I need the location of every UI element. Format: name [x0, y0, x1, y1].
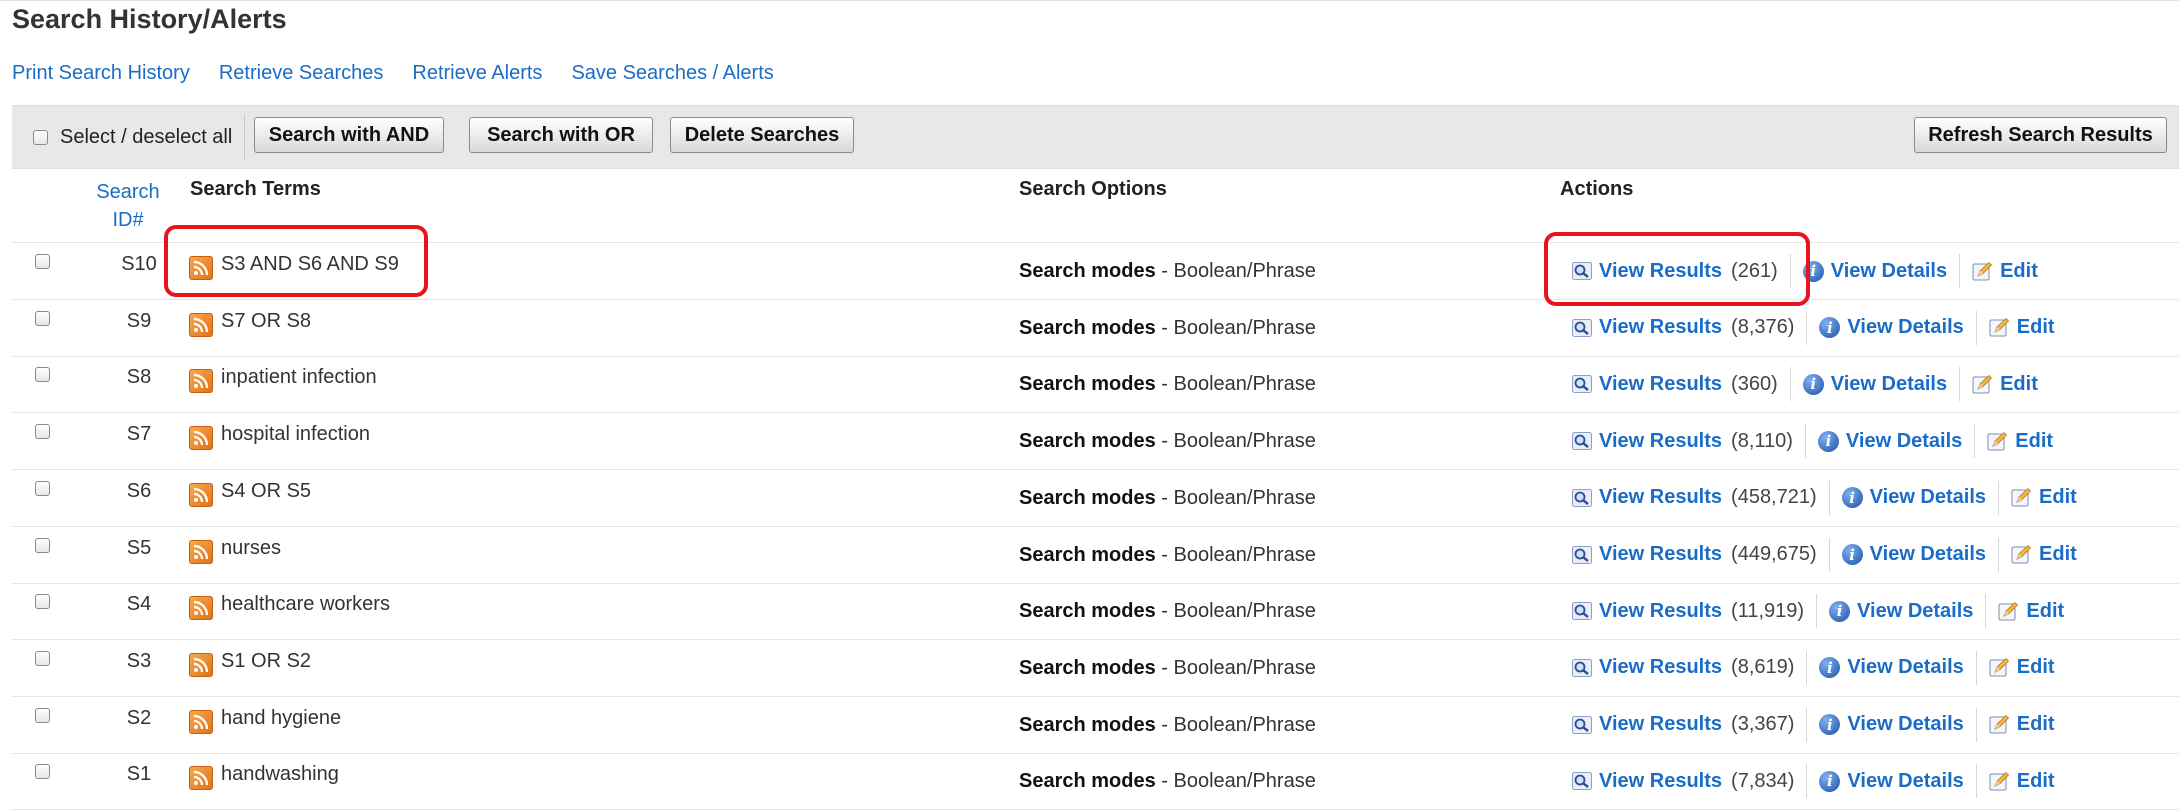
history-links	[12, 62, 774, 85]
action-divider	[1790, 367, 1791, 401]
search-options	[1019, 544, 1316, 567]
view-details-link[interactable]	[1819, 316, 1963, 339]
view-details-label: View Details	[1830, 259, 1948, 282]
search-modes-value: - Boolean/Phrase	[1161, 373, 1316, 396]
column-header-search-terms: Search Terms	[190, 178, 321, 200]
view-results-link[interactable]	[1572, 316, 1722, 339]
info-icon: i	[1829, 601, 1850, 622]
action-divider	[1806, 708, 1807, 742]
action-divider	[1806, 764, 1807, 798]
search-id: S2	[126, 706, 152, 729]
table-row-s5	[12, 527, 2179, 584]
rss-icon[interactable]	[189, 710, 213, 734]
result-count: (8,376)	[1731, 316, 1795, 339]
rss-icon[interactable]	[189, 313, 213, 337]
row-actions	[1572, 593, 2064, 629]
search-id: S9	[126, 309, 152, 332]
row-actions	[1572, 650, 2055, 686]
select-all-checkbox[interactable]	[33, 130, 48, 145]
edit-label: Edit	[2016, 713, 2055, 736]
edit-icon	[2011, 487, 2032, 508]
edit-link[interactable]	[2011, 543, 2077, 566]
info-icon: i	[1842, 544, 1863, 565]
edit-link[interactable]	[1989, 713, 2055, 736]
view-details-label: View Details	[1847, 769, 1964, 792]
row-checkbox[interactable]	[35, 651, 50, 666]
search-modes-label: Search modes	[1019, 316, 1156, 339]
retrieve-alerts-link[interactable]: Retrieve Alerts	[412, 62, 543, 84]
edit-icon	[1998, 601, 2019, 622]
row-checkbox[interactable]	[35, 311, 50, 326]
toolbar-divider	[244, 114, 245, 160]
magnifier-icon	[1572, 716, 1592, 734]
edit-icon	[1972, 374, 1993, 395]
search-modes-value: - Boolean/Phrase	[1161, 260, 1316, 282]
search-modes-label: Search modes	[1019, 656, 1156, 679]
info-icon: i	[1803, 261, 1824, 282]
search-modes-value: - Boolean/Phrase	[1161, 656, 1316, 679]
magnifier-icon	[1572, 489, 1592, 507]
edit-label: Edit	[2016, 769, 2055, 792]
select-all-control[interactable]	[33, 106, 232, 168]
search-modes-label: Search modes	[1019, 713, 1156, 736]
edit-link[interactable]	[1987, 430, 2053, 453]
table-row-s1	[12, 753, 2179, 810]
rss-icon[interactable]	[189, 369, 213, 393]
edit-link[interactable]	[1972, 373, 2038, 396]
result-count: (261)	[1731, 259, 1778, 282]
search-options	[1019, 600, 1316, 623]
magnifier-icon	[1572, 546, 1592, 564]
info-icon: i	[1819, 657, 1840, 678]
rss-icon[interactable]	[189, 540, 213, 564]
edit-label: Edit	[2016, 656, 2055, 679]
magnifier-icon	[1572, 432, 1592, 450]
action-divider	[1998, 538, 1999, 572]
table-row-s4	[12, 583, 2179, 640]
action-divider	[1976, 764, 1977, 798]
row-actions	[1572, 423, 2053, 459]
view-details-link[interactable]	[1842, 543, 1986, 566]
result-count: (11,919)	[1731, 599, 1805, 622]
row-checkbox[interactable]	[35, 538, 50, 553]
edit-label: Edit	[2026, 599, 2065, 622]
search-options	[1019, 373, 1316, 396]
rss-icon[interactable]	[189, 426, 213, 450]
table-row-s10	[12, 243, 2179, 300]
search-options	[1019, 260, 1316, 283]
magnifier-icon	[1572, 772, 1592, 790]
history-toolbar	[12, 105, 2179, 169]
rss-icon[interactable]	[189, 483, 213, 507]
info-icon: i	[1842, 487, 1863, 508]
search-term: S7 OR S8	[221, 309, 312, 332]
view-details-label: View Details	[1847, 316, 1964, 339]
column-header-actions: Actions	[1560, 178, 1634, 200]
search-id: S4	[126, 593, 152, 616]
action-divider	[1976, 311, 1977, 345]
edit-icon	[1987, 431, 2008, 452]
action-divider	[1829, 481, 1830, 515]
rss-icon[interactable]	[189, 256, 213, 280]
view-details-label: View Details	[1847, 713, 1964, 736]
result-count: (8,110)	[1731, 429, 1793, 452]
view-results-label: View Results	[1599, 543, 1723, 565]
search-id: S6	[126, 479, 152, 502]
delete-searches-button[interactable]: Delete Searches	[670, 117, 854, 153]
view-details-label: View Details	[1869, 543, 1987, 565]
search-modes-label: Search modes	[1019, 430, 1156, 453]
edit-icon	[1989, 657, 2010, 678]
table-row-s6	[12, 470, 2179, 527]
search-term: S3 AND S6 AND S9	[221, 253, 399, 275]
row-checkbox[interactable]	[35, 424, 50, 439]
table-row-s8	[12, 356, 2179, 413]
info-icon: i	[1819, 317, 1840, 338]
table-row-s9	[12, 300, 2179, 357]
rss-icon[interactable]	[189, 766, 213, 790]
search-modes-value: - Boolean/Phrase	[1161, 430, 1316, 453]
view-details-label: View Details	[1847, 656, 1964, 679]
view-results-label: View Results	[1599, 259, 1723, 282]
search-term: S1 OR S2	[221, 649, 312, 672]
row-actions	[1572, 480, 2077, 516]
table-row-s7	[12, 413, 2179, 470]
edit-icon	[1989, 714, 2010, 735]
search-modes-label: Search modes	[1019, 260, 1156, 282]
search-id: S10	[121, 253, 157, 275]
row-actions	[1572, 366, 2038, 402]
view-results-link[interactable]	[1572, 770, 1722, 793]
view-details-link[interactable]	[1803, 260, 1947, 283]
view-details-label: View Details	[1857, 599, 1974, 622]
view-results-link[interactable]	[1572, 260, 1722, 283]
edit-label: Edit	[2015, 429, 2054, 452]
search-modes-label: Search modes	[1019, 770, 1156, 793]
search-options	[1019, 430, 1316, 453]
result-count: (7,834)	[1731, 769, 1795, 792]
row-checkbox[interactable]	[35, 481, 50, 496]
action-divider	[1806, 651, 1807, 685]
table-row-s3	[12, 640, 2179, 697]
search-term: healthcare workers	[221, 593, 390, 616]
search-modes-value: - Boolean/Phrase	[1161, 316, 1316, 339]
result-count: (360)	[1731, 372, 1778, 395]
result-count: (3,367)	[1731, 713, 1795, 736]
table-row-s2	[12, 697, 2179, 754]
view-results-link[interactable]	[1572, 486, 1722, 509]
search-modes-value: - Boolean/Phrase	[1161, 600, 1316, 623]
action-divider	[1976, 651, 1977, 685]
search-id: S8	[126, 366, 152, 389]
edit-link[interactable]	[1989, 316, 2055, 339]
magnifier-icon	[1572, 602, 1592, 620]
magnifier-icon	[1572, 375, 1592, 393]
view-results-link[interactable]	[1572, 656, 1722, 679]
search-modes-value: - Boolean/Phrase	[1161, 713, 1316, 736]
view-results-label: View Results	[1599, 713, 1723, 736]
info-icon: i	[1819, 771, 1840, 792]
edit-label: Edit	[2000, 259, 2038, 282]
action-divider	[1790, 254, 1791, 288]
refresh-search-results-button[interactable]: Refresh Search Results	[1914, 117, 2167, 153]
magnifier-icon	[1572, 319, 1592, 337]
save-searches-alerts-link[interactable]: Save Searches / Alerts	[571, 62, 774, 84]
result-count: (8,619)	[1731, 656, 1795, 679]
search-options	[1019, 487, 1316, 510]
search-modes-label: Search modes	[1019, 486, 1156, 509]
info-icon: i	[1818, 431, 1839, 452]
search-with-or-button[interactable]: Search with OR	[469, 117, 653, 153]
view-details-link[interactable]	[1819, 713, 1963, 736]
edit-link[interactable]	[1989, 656, 2055, 679]
row-actions	[1572, 537, 2077, 573]
search-options	[1019, 714, 1316, 737]
search-modes-label: Search modes	[1019, 543, 1156, 566]
search-term: S4 OR S5	[221, 479, 312, 502]
info-icon: i	[1819, 714, 1840, 735]
view-details-link[interactable]	[1819, 656, 1963, 679]
action-divider	[1829, 538, 1830, 572]
search-options	[1019, 657, 1316, 680]
search-modes-label: Search modes	[1019, 373, 1156, 396]
edit-icon	[2011, 544, 2032, 565]
select-all-label: Select / deselect all	[60, 125, 233, 148]
edit-icon	[1989, 771, 2010, 792]
search-term: inpatient infection	[221, 366, 377, 389]
view-results-link[interactable]	[1572, 600, 1722, 623]
rss-icon[interactable]	[189, 653, 213, 677]
view-details-link[interactable]	[1829, 600, 1973, 623]
view-results-link[interactable]	[1572, 713, 1722, 736]
search-options	[1019, 770, 1316, 793]
view-results-label: View Results	[1599, 372, 1723, 395]
view-results-label: View Results	[1599, 486, 1723, 509]
view-results-link[interactable]	[1572, 373, 1722, 396]
action-divider	[1998, 481, 1999, 515]
edit-label: Edit	[2039, 486, 2077, 509]
info-icon: i	[1803, 374, 1824, 395]
view-details-link[interactable]	[1818, 430, 1962, 453]
edit-icon	[1972, 261, 1993, 282]
search-id: S3	[126, 649, 152, 672]
action-divider	[1816, 594, 1817, 628]
action-divider	[1985, 594, 1986, 628]
search-with-and-button[interactable]: Search with AND	[254, 117, 444, 153]
row-actions	[1572, 310, 2055, 346]
action-divider	[1959, 254, 1960, 288]
print-search-history-link[interactable]: Print Search History	[12, 62, 190, 84]
edit-link[interactable]	[1972, 260, 2038, 283]
search-modes-value: - Boolean/Phrase	[1161, 543, 1316, 566]
rss-icon[interactable]	[189, 596, 213, 620]
action-divider	[1974, 424, 1975, 458]
view-details-link[interactable]	[1819, 770, 1963, 793]
column-header-search-options: Search Options	[1019, 178, 1167, 200]
view-details-label: View Details	[1830, 372, 1948, 395]
action-divider	[1806, 311, 1807, 345]
search-term: nurses	[221, 536, 282, 559]
row-actions	[1572, 707, 2055, 743]
view-details-label: View Details	[1845, 429, 1963, 452]
view-details-label: View Details	[1869, 486, 1987, 509]
row-checkbox[interactable]	[35, 764, 50, 779]
view-details-link[interactable]	[1803, 373, 1947, 396]
page-title: Search History/Alerts	[12, 4, 287, 34]
retrieve-searches-link[interactable]: Retrieve Searches	[218, 62, 384, 84]
action-divider	[1959, 367, 1960, 401]
search-id: S7	[126, 423, 152, 446]
row-checkbox[interactable]	[35, 367, 50, 382]
search-options	[1019, 317, 1316, 340]
search-modes-value: - Boolean/Phrase	[1161, 770, 1316, 793]
view-results-link[interactable]	[1572, 543, 1722, 566]
edit-link[interactable]	[1989, 770, 2055, 793]
edit-icon	[1989, 317, 2010, 338]
view-results-label: View Results	[1599, 429, 1723, 452]
row-checkbox[interactable]	[35, 708, 50, 723]
column-header-search-id[interactable]: Search ID#	[96, 181, 160, 231]
view-results-label: View Results	[1599, 599, 1723, 622]
row-checkbox[interactable]	[35, 254, 50, 269]
result-count: (458,721)	[1731, 486, 1817, 509]
row-checkbox[interactable]	[35, 594, 50, 609]
view-results-link[interactable]	[1572, 430, 1722, 453]
search-term: handwashing	[221, 763, 339, 786]
edit-label: Edit	[2016, 316, 2055, 339]
row-actions	[1572, 253, 2038, 289]
edit-label: Edit	[2000, 372, 2038, 395]
action-divider	[1976, 708, 1977, 742]
search-modes-label: Search modes	[1019, 600, 1156, 623]
search-term: hospital infection	[221, 423, 370, 446]
search-term: hand hygiene	[221, 706, 342, 729]
action-divider	[1805, 424, 1806, 458]
edit-label: Edit	[2039, 543, 2077, 565]
search-modes-value: - Boolean/Phrase	[1161, 486, 1316, 509]
result-count: (449,675)	[1731, 543, 1817, 565]
edit-link[interactable]	[1998, 600, 2064, 623]
top-divider	[0, 0, 2179, 1]
row-actions	[1572, 763, 2055, 799]
view-results-label: View Results	[1599, 656, 1723, 679]
view-results-label: View Results	[1599, 316, 1723, 339]
view-details-link[interactable]	[1842, 486, 1986, 509]
search-id: S5	[126, 536, 152, 559]
magnifier-icon	[1572, 659, 1592, 677]
magnifier-icon	[1572, 262, 1592, 280]
view-results-label: View Results	[1599, 769, 1723, 792]
edit-link[interactable]	[2011, 486, 2077, 509]
search-id: S1	[126, 763, 152, 786]
